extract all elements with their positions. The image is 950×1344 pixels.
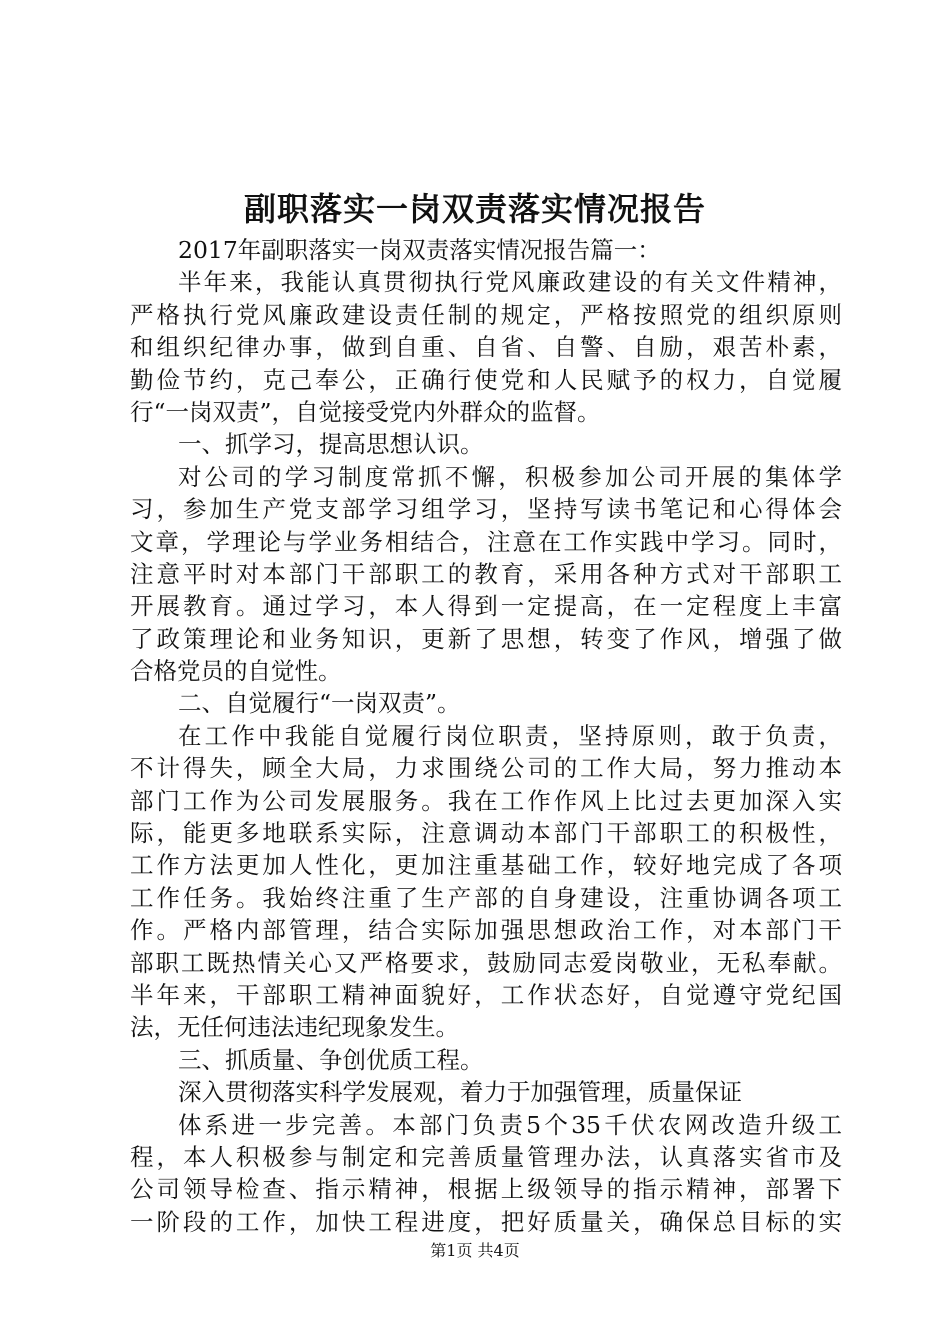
text-line: 工作方法更加人性化，更加注重基础工作，较好地完成了各项: [130, 851, 842, 880]
text-line: 深入贯彻落实科学发展观，着力于加强管理，质量保证: [178, 1078, 742, 1107]
text-line: 开展教育。通过学习，本人得到一定提高，在一定程度上丰富: [130, 592, 842, 621]
text-line: 法，无任何违法违纪现象发生。: [130, 1013, 459, 1042]
text-line: 勤俭节约，克己奉公，正确行使党和人民赋予的权力，自觉履: [130, 365, 842, 394]
text-line: 在工作中我能自觉履行岗位职责，坚持原则，敢于负责，: [178, 721, 842, 750]
text-line: 合格党员的自觉性。: [130, 657, 342, 686]
text-line: 部门工作为公司发展服务。我在工作作风上比过去更加深入实: [130, 786, 842, 815]
text-line: 公司领导检查、指示精神，根据上级领导的指示精神，部署下: [130, 1175, 842, 1204]
text-line: 际，能更多地联系实际，注意调动本部门干部职工的积极性，: [130, 819, 842, 848]
text-line: 对公司的学习制度常抓不懈，积极参加公司开展的集体学: [178, 462, 842, 491]
text-line: 工作任务。我始终注重了生产部的自身建设，注重协调各项工: [130, 883, 842, 912]
text-line: 文章，学理论与学业务相结合，注意在工作实践中学习。同时，: [130, 527, 842, 556]
text-line: 一阶段的工作，加快工程进度，把好质量关，确保总目标的实: [130, 1207, 842, 1236]
text-line: 注意平时对本部门干部职工的教育，采用各种方式对干部职工: [130, 559, 842, 588]
text-line: 了政策理论和业务知识，更新了思想，转变了作风，增强了做: [130, 624, 842, 653]
text-line: 行“一岗双责”，自觉接受党内外群众的监督。: [130, 397, 601, 426]
text-line: 不计得失，顾全大局，力求围绕公司的工作大局，努力推动本: [130, 754, 842, 783]
text-line: 半年来，我能认真贯彻执行党风廉政建设的有关文件精神，: [178, 268, 842, 297]
text-line: 部职工既热情关心又严格要求，鼓励同志爱岗敬业，无私奉献。: [130, 948, 842, 977]
document-title: 副职落实一岗双责落实情况报告: [243, 190, 706, 228]
text-line: 严格执行党风廉政建设责任制的规定，严格按照党的组织原则: [130, 300, 842, 329]
text-line: 一、抓学习，提高思想认识。: [178, 430, 484, 459]
text-line: 二、自觉履行“一岗双责”。: [178, 689, 461, 718]
text-line: 2017年副职落实一岗双责落实情况报告篇一：: [178, 236, 661, 264]
text-line: 习，参加生产党支部学习组学习，坚持写读书笔记和心得体会: [130, 495, 842, 524]
text-line: 三、抓质量、争创优质工程。: [178, 1045, 484, 1074]
text-line: 和组织纪律办事，做到自重、自省、自警、自励，艰苦朴素，: [130, 333, 842, 362]
text-line: 作。严格内部管理，结合实际加强思想政治工作，对本部门干: [130, 916, 842, 945]
document-body: [130, 234, 842, 1238]
text-line: 半年来，干部职工精神面貌好，工作状态好，自觉遵守党纪国: [130, 980, 842, 1009]
text-line: 程，本人积极参与制定和完善质量管理办法，认真落实省市及: [130, 1142, 842, 1171]
text-line: 体系进一步完善。本部门负责5个35千伏农网改造升级工: [178, 1110, 842, 1139]
page-footer: 第1页 共4页: [430, 1241, 520, 1260]
